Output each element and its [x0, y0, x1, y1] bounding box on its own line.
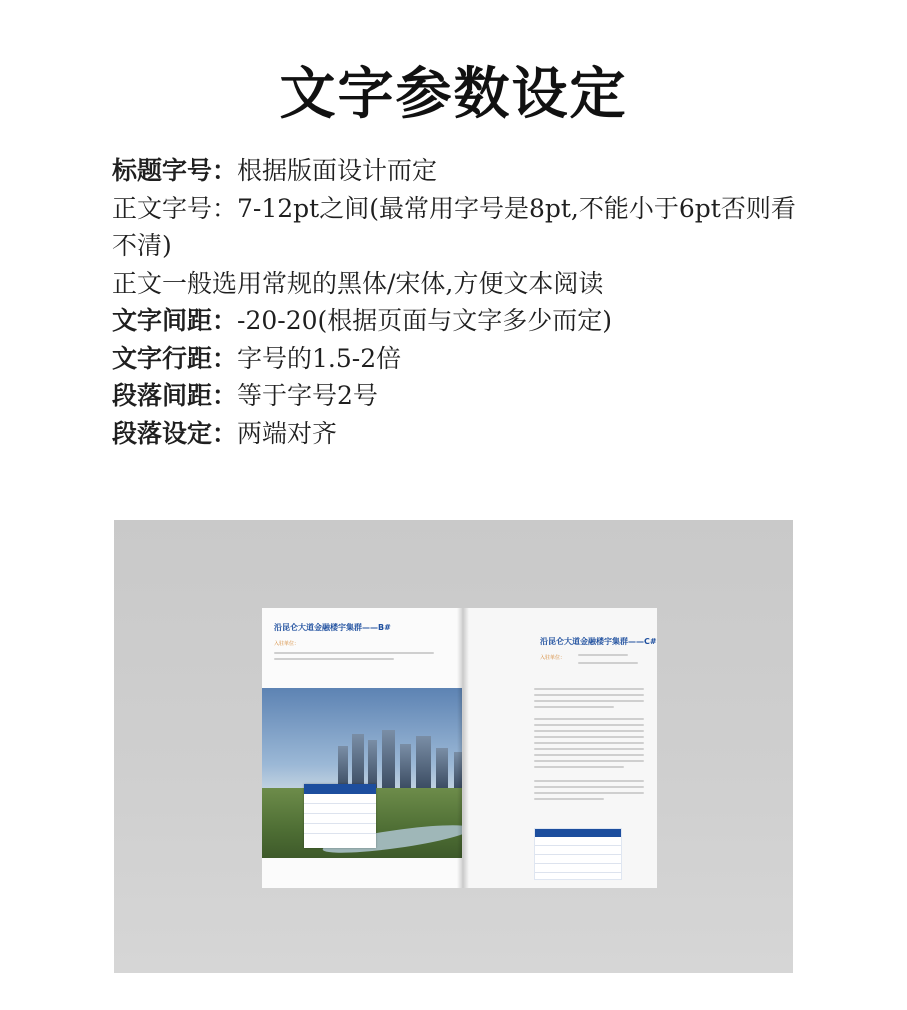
brochure-right-page: [462, 608, 657, 888]
param-value: 正文一般选用常规的黑体/宋体,方便文本阅读: [112, 268, 604, 298]
table-row: [535, 846, 621, 855]
parameter-list: [112, 152, 812, 452]
building: [400, 744, 411, 788]
page-title: 文字参数设定: [279, 61, 628, 127]
building: [416, 736, 431, 788]
param-value: 两端对齐: [237, 418, 338, 448]
table-header-bar: [304, 784, 376, 794]
building: [382, 730, 395, 788]
param-key: 段落设定：: [112, 418, 238, 448]
left-page-label: 入驻单位：: [274, 641, 300, 647]
text-line: [534, 688, 644, 690]
param-key: 标题字号：: [112, 156, 238, 185]
param-row-letter-spacing: [112, 302, 812, 340]
param-value: 正文字号：7-12pt之间(最常用字号是8pt,不能小于6pt否则看不清): [112, 193, 796, 260]
right-page-label: 入驻单位：: [540, 655, 566, 661]
text-line: [534, 742, 644, 744]
text-line: [534, 730, 644, 732]
building: [436, 748, 448, 788]
text-line: [534, 724, 644, 726]
text-line: [578, 662, 638, 664]
param-value: 字号的1.5-2倍: [237, 343, 402, 373]
text-line: [578, 654, 628, 656]
text-line: [534, 736, 644, 738]
param-key: 文字行距：: [112, 343, 238, 373]
brochure-mockup-photo: [114, 520, 793, 973]
param-row-line-spacing: [112, 340, 812, 378]
table-row: [535, 855, 621, 864]
table-row: [535, 837, 621, 846]
text-line: [274, 652, 434, 654]
brochure-fold: [457, 608, 469, 888]
text-line: [534, 798, 604, 800]
param-key: 段落间距：: [112, 381, 238, 410]
info-table-card: [304, 784, 376, 848]
text-line: [534, 760, 644, 762]
table-row: [304, 814, 376, 824]
building: [352, 734, 364, 788]
text-line: [534, 694, 644, 696]
text-line: [274, 658, 394, 660]
param-value: 等于字号2号: [237, 381, 378, 410]
param-row-body-font: [112, 265, 812, 303]
param-key: 文字间距：: [112, 306, 238, 335]
param-row-paragraph-spacing: [112, 377, 812, 415]
param-row-body-size: [112, 190, 812, 265]
info-table-card: [534, 828, 622, 880]
text-line: [534, 718, 644, 720]
brochure-left-page: [262, 608, 462, 888]
right-page-title: 沿昆仑大道金融楼宇集群——C#: [540, 637, 657, 646]
building: [338, 746, 348, 788]
table-row: [304, 794, 376, 804]
text-line: [534, 786, 644, 788]
building: [368, 740, 377, 788]
table-row: [304, 804, 376, 814]
text-line: [534, 792, 644, 794]
text-line: [534, 780, 644, 782]
param-row-paragraph-alignment: [112, 415, 812, 453]
param-row-title-size: [112, 152, 812, 190]
text-line: [534, 748, 644, 750]
text-line: [534, 700, 644, 702]
table-header-bar: [535, 829, 621, 837]
table-row: [304, 824, 376, 834]
left-page-title: 沿昆仑大道金融楼宇集群——B#: [274, 623, 391, 632]
text-line: [534, 754, 644, 756]
text-line: [534, 766, 624, 768]
text-line: [534, 706, 614, 708]
param-value: 根据版面设计而定: [237, 156, 438, 185]
table-row: [535, 864, 621, 873]
param-value: -20-20(根据页面与文字多少而定): [237, 306, 613, 335]
